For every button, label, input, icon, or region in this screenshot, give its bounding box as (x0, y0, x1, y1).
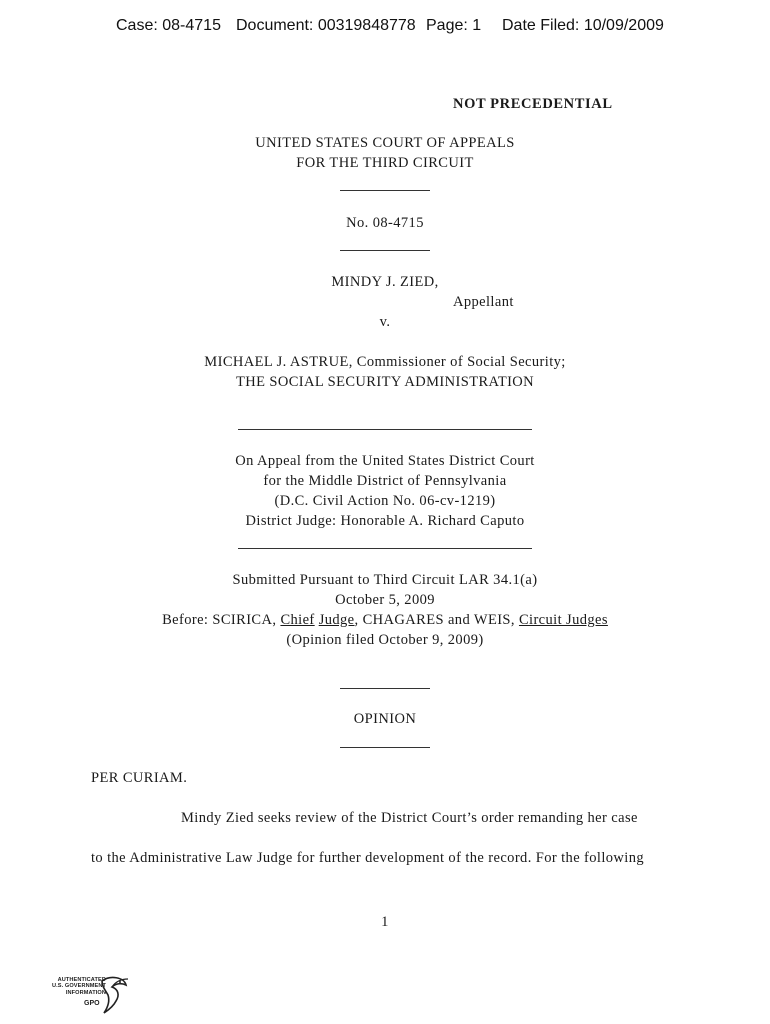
court-circuit: FOR THE THIRD CIRCUIT (296, 155, 474, 171)
chief-label: Chief (280, 612, 315, 628)
logo-text: AUTHENTICATED U.S. GOVERNMENT INFORMATION (51, 977, 106, 996)
header-date-filed: Date Filed: 10/09/2009 (502, 17, 664, 34)
header-case: Case: 08-4715 (116, 17, 221, 34)
appellee-line-2: THE SOCIAL SECURITY ADMINISTRATION (235, 374, 535, 390)
panel-judges (35, 612, 735, 629)
versus: v. (379, 314, 391, 330)
divider (340, 250, 430, 251)
submitted-date: October 5, 2009 (335, 592, 435, 608)
divider (340, 688, 430, 689)
circuit-judges-label: Circuit Judges (518, 612, 608, 628)
appellant-name: MINDY J. ZIED, (331, 274, 439, 290)
divider (340, 747, 430, 748)
divider (238, 429, 532, 430)
before-prefix: Before: SCIRICA, (162, 612, 281, 628)
appellee-line-1: MICHAEL J. ASTRUE, Commissioner of Social Security; (204, 354, 566, 370)
gpo-authentication-logo (44, 975, 130, 1017)
appeal-line-3: (D.C. Civil Action No. 06-cv-1219) (274, 493, 496, 509)
body-line-1: Mindy Zied seeks review of the District Court’s order remanding her case (181, 810, 638, 826)
divider (340, 190, 430, 191)
court-name: UNITED STATES COURT OF APPEALS (255, 135, 515, 151)
before-mid: , CHAGARES and WEIS, (354, 612, 519, 628)
opinion-heading: OPINION (353, 711, 417, 727)
appeal-line-2: for the Middle District of Pennsylvania (263, 473, 507, 489)
case-number: No. 08-4715 (346, 215, 424, 231)
eagle-icon (98, 975, 130, 1017)
page-number: 1 (381, 914, 389, 930)
appellant-role: Appellant (453, 294, 514, 310)
district-judge: District Judge: Honorable A. Richard Caputo (245, 513, 525, 529)
logo-gpo: GPO (84, 1000, 100, 1007)
opinion-filed: (Opinion filed October 9, 2009) (286, 632, 484, 648)
body-line-2: to the Administrative Law Judge for further development of the record. For the following (91, 850, 645, 866)
appeal-line-1: On Appeal from the United States District Court (235, 453, 535, 469)
header-page: Page: 1 (426, 17, 482, 34)
submitted-line: Submitted Pursuant to Third Circuit LAR 34.1(a) (232, 572, 538, 588)
header-document: Document: 00319848778 (236, 17, 416, 34)
per-curiam: PER CURIAM. (91, 770, 188, 786)
divider (238, 548, 532, 549)
precedential-label: NOT PRECEDENTIAL (453, 96, 613, 112)
judge-label: Judge (318, 612, 355, 628)
